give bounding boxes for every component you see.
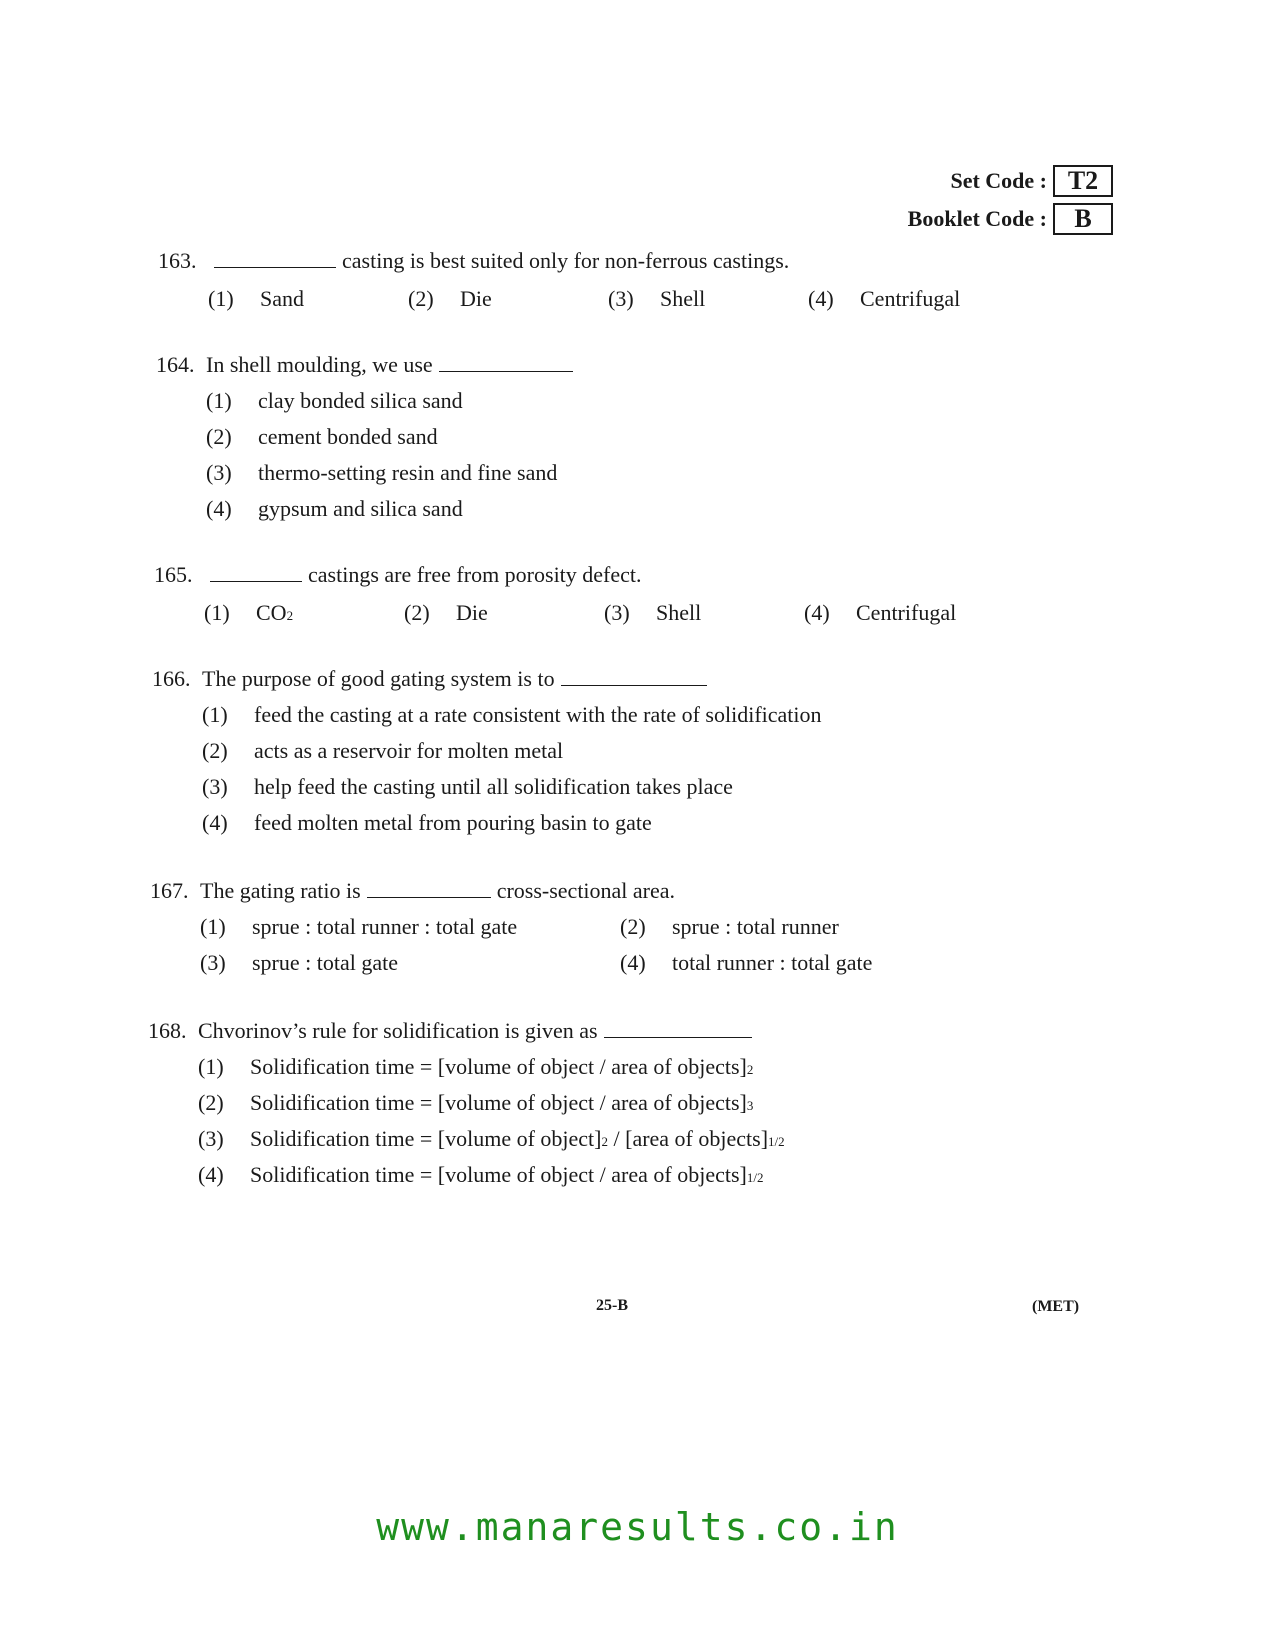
option-1: (1) CO 2: [204, 600, 294, 625]
option-3: (3) sprue : total gate: [200, 950, 399, 975]
header-codes: [908, 162, 1113, 238]
set-code-label: Set Code :: [950, 168, 1047, 193]
option-4: (4) Centrifugal: [804, 600, 957, 625]
question-167: [150, 878, 980, 986]
booklet-code-label: Booklet Code :: [907, 206, 1047, 231]
option-4: (4) total runner : total gate: [620, 950, 873, 975]
option-2: (2) cement bonded sand: [206, 424, 438, 449]
question-163: [158, 248, 1008, 312]
option-3: (3) Solidification time = [volume of object] 2 / [area of objects] 1/2: [198, 1126, 785, 1151]
option-3: (3) Shell: [604, 600, 702, 625]
question-number: 168.: [148, 1018, 187, 1043]
option-1: (1) Sand: [208, 286, 304, 311]
question-text: casting is best suited only for non-ferrous castings.: [342, 248, 790, 273]
question-number: 164.: [156, 352, 195, 377]
option-1: (1) feed the casting at a rate consistent with the rate of solidification: [202, 702, 822, 727]
booklet-code-value: B: [1053, 203, 1113, 235]
answer-blank: [604, 1019, 752, 1038]
question-number: 166.: [152, 666, 191, 691]
watermark-url: www.manaresults.co.in: [376, 1505, 899, 1549]
question-number: 167.: [150, 878, 189, 903]
question-166: [152, 666, 822, 846]
question-number: 165.: [154, 562, 193, 587]
option-2: (2) Die: [408, 286, 492, 311]
booklet-code-row: [908, 200, 1113, 238]
question-text: The purpose of good gating system is to: [202, 666, 555, 691]
option-4: (4) feed molten metal from pouring basin to gate: [202, 810, 652, 835]
set-code-row: [908, 162, 1113, 200]
page-number: 25-B: [596, 1297, 628, 1314]
question-text: Chvorinov’s rule for solidification is given as: [198, 1018, 598, 1043]
option-3: (3) help feed the casting until all solidification takes place: [202, 774, 733, 799]
option-3: (3) Shell: [608, 286, 706, 311]
option-4: (4) Solidification time = [volume of object / area of objects] 1/2: [198, 1162, 764, 1187]
question-168: [148, 1018, 785, 1198]
question-number: 163.: [158, 248, 197, 273]
option-1: (1) clay bonded silica sand: [206, 388, 463, 413]
answer-blank: [561, 667, 707, 686]
answer-blank: [439, 353, 573, 372]
set-code-value: T2: [1053, 165, 1113, 197]
option-2: (2) acts as a reservoir for molten metal: [202, 738, 564, 763]
answer-blank: [210, 563, 302, 582]
question-text-before: The gating ratio is: [200, 878, 361, 903]
question-165: [154, 562, 1004, 626]
question-164: [156, 352, 579, 532]
option-1: (1) sprue : total runner : total gate: [200, 914, 518, 939]
question-text: In shell moulding, we use: [206, 352, 433, 377]
option-2: (2) sprue : total runner: [620, 914, 839, 939]
option-2: (2) Solidification time = [volume of object / area of objects] 3: [198, 1090, 754, 1115]
option-4: (4) Centrifugal: [808, 286, 961, 311]
option-4: (4) gypsum and silica sand: [206, 496, 463, 521]
option-2: (2) Die: [404, 600, 488, 625]
answer-blank: [367, 879, 491, 898]
option-1: (1) Solidification time = [volume of object / area of objects] 2: [198, 1054, 754, 1079]
question-text: castings are free from porosity defect.: [308, 562, 642, 587]
subject-code: (MET): [1032, 1298, 1080, 1315]
option-3: (3) thermo-setting resin and fine sand: [206, 460, 558, 485]
question-text-after: cross-sectional area.: [496, 878, 676, 903]
answer-blank: [214, 249, 336, 268]
